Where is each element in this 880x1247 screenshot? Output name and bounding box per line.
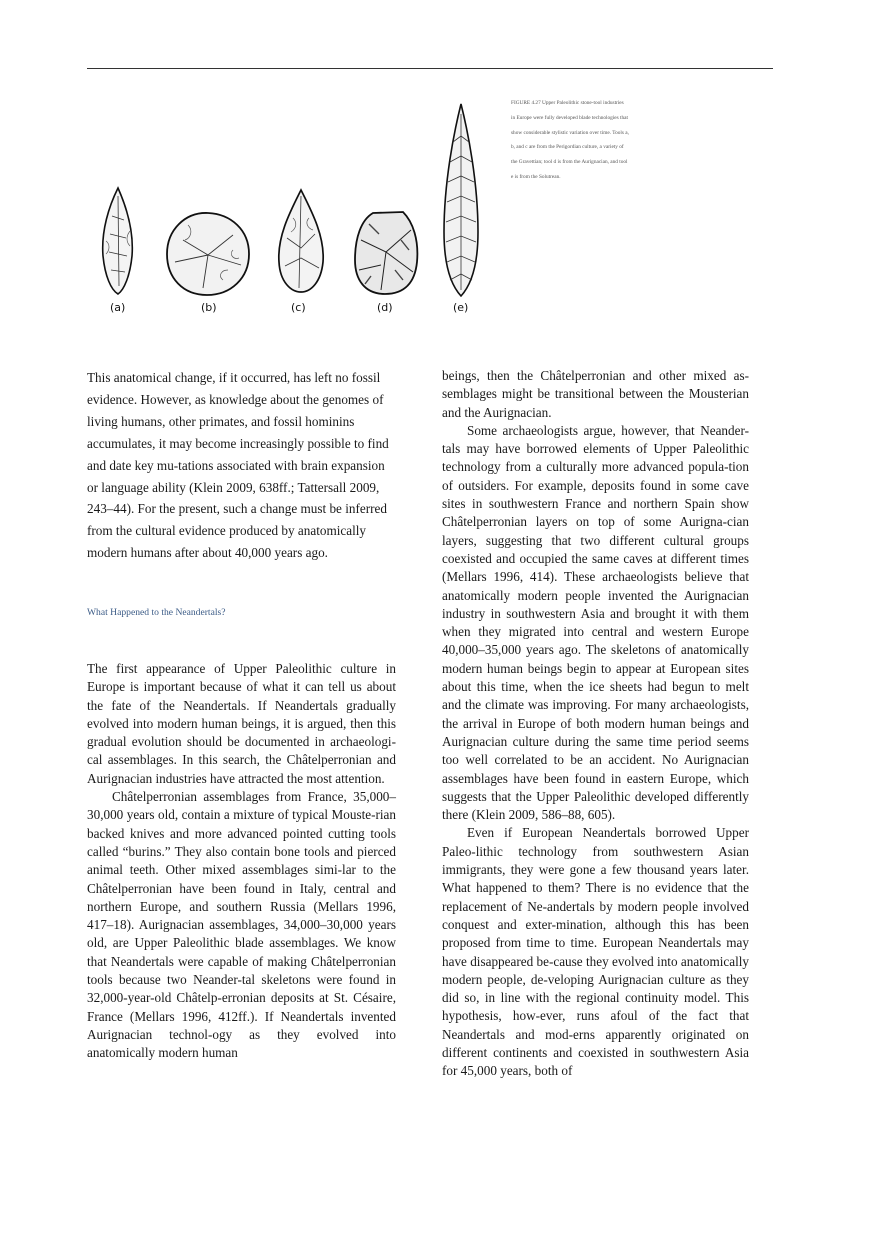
header-rule: [87, 68, 773, 69]
tool-b-illustration: [163, 210, 253, 298]
right-paragraph-2: Some archaeologists argue, however, that Neander-tals may have borrowed elements of Upper Paleolithic technology from a culturally more advanced popula-tion of outsiders. For example, deposits found in some cave sites in southwestern France and northern Spain show Châtelperronian layers on top of some Aurigna-cian layers, suggesting that two different cultural groups coexisted and occupied the same caves at different times (Mellars 1996, 414). These archaeologists believe that anatomically modern people invented the Aurignacian industry in southwestern Asia and brought it with them when they migrated into central and western Europe 40,000–35,000 years ago. The skeletons of anatomically modern human beings begin to appear at European sites about this time, when the ice sheets had begun to melt and the climate was improving. For many archaeologists, the arrival in Europe of both modern human beings and Aurignacian culture during the same time period seems too well correlated to be an accident. No Aurignacian assemblages have been found in eastern Europe, which suggests that the Upper Paleolithic developed differently there (Klein 2009, 586–88, 605).: [442, 422, 749, 823]
intro-paragraph: [87, 367, 399, 564]
right-column-body: [442, 367, 749, 1081]
tool-a-illustration: [96, 186, 140, 296]
intro-text: This anatomical change, if it occurred, has left no fossil evidence. However, as knowledge about the genomes of living humans, other primates, and fossil hominins accumulates, it may become increasingly possible to find and date key mu-tations associated with brain expansion or language ability (Klein 2009, 638ff.; Tattersall 2009, 243–44). For the present, such a change must be inferred from the cultural evidence produced by anatomically modern humans after about 40,000 years ago.: [87, 370, 389, 561]
tool-label-e: (e): [453, 301, 469, 314]
stone-tools-figure: [88, 98, 488, 323]
figure-caption: FIGURE 4.27 Upper Paleolithic stone-tool industries in Europe were fully developed blade technologies that show considerable stylistic variation over time. Tools a, b, and c are from the Perigordian culture, a variety of the Gravettian; tool d is from the Aurignacian, and tool e is from the Solutrean.: [511, 100, 629, 180]
tool-label-d: (d): [377, 301, 393, 314]
tool-c-illustration: [273, 188, 329, 294]
left-column-body: [87, 660, 396, 1063]
tool-label-c: (c): [291, 301, 306, 314]
left-paragraph-2: Châtelperronian assemblages from France, 35,000–30,000 years old, contain a mixture of typical Mouste-rian backed knives and more advanced pointed cutting tools called “burins.” They also contain bone tools and pierced animal teeth. Other mixed assemblages simi-lar to the Châtelperronian have been found in Italy, central and northern Europe, and southern Russia (Mellars 1996, 417–18). Aurignacian assemblages, 34,000–30,000 years old, are Upper Paleolithic blade assemblages. We know that Neandertals were capable of making Châtelperronian tools because two Neander-tal skeletons were found in 32,000-year-old Châtelp-erronian deposits at St. Césaire, France (Mellars 1996, 412ff.). If Neandertals invented Aurignacian technol-ogy as they evolved into anatomically modern human: [87, 789, 396, 1061]
tool-e-illustration: [436, 102, 486, 298]
left-paragraph-1: The first appearance of Upper Paleolithic culture in Europe is important because of what it can tell us about the fate of the Neandertals. If Neandertals gradually evolved into modern human beings, it is argued, then this gradual evolution should be documented in archaeologi-cal assemblages. In this search, the Châtelperronian and Aurignacian industries have attracted the most attention.: [87, 661, 396, 786]
tool-label-b: (b): [201, 301, 217, 314]
right-paragraph-1: beings, then the Châtelperronian and other mixed as-semblages might be transitional between the Mousterian and the Aurignacian.: [442, 368, 749, 420]
section-heading: What Happened to the Neandertals?: [87, 607, 226, 618]
right-paragraph-3: Even if European Neandertals borrowed Upper Paleo-lithic technology from southwestern Asian immigrants, they were gone a few thousand years later. What happened to them? There is no evidence that the replacement of Ne-andertals by modern people involved conquest and exter-mination, although this has been proposed from time to time. European Neandertals may have disappeared be-cause they evolved into anatomically modern people, de-veloping Aurignacian culture as they did so, in line with the regional continuity model. This hypothesis, how-ever, runs afoul of the fact that Neandertals and mod-erns apparently originated on different continents and coexisted in southwestern Asia for 45,000 years, both of: [442, 825, 749, 1079]
tool-label-a: (a): [110, 301, 126, 314]
tool-d-illustration: [351, 210, 421, 296]
